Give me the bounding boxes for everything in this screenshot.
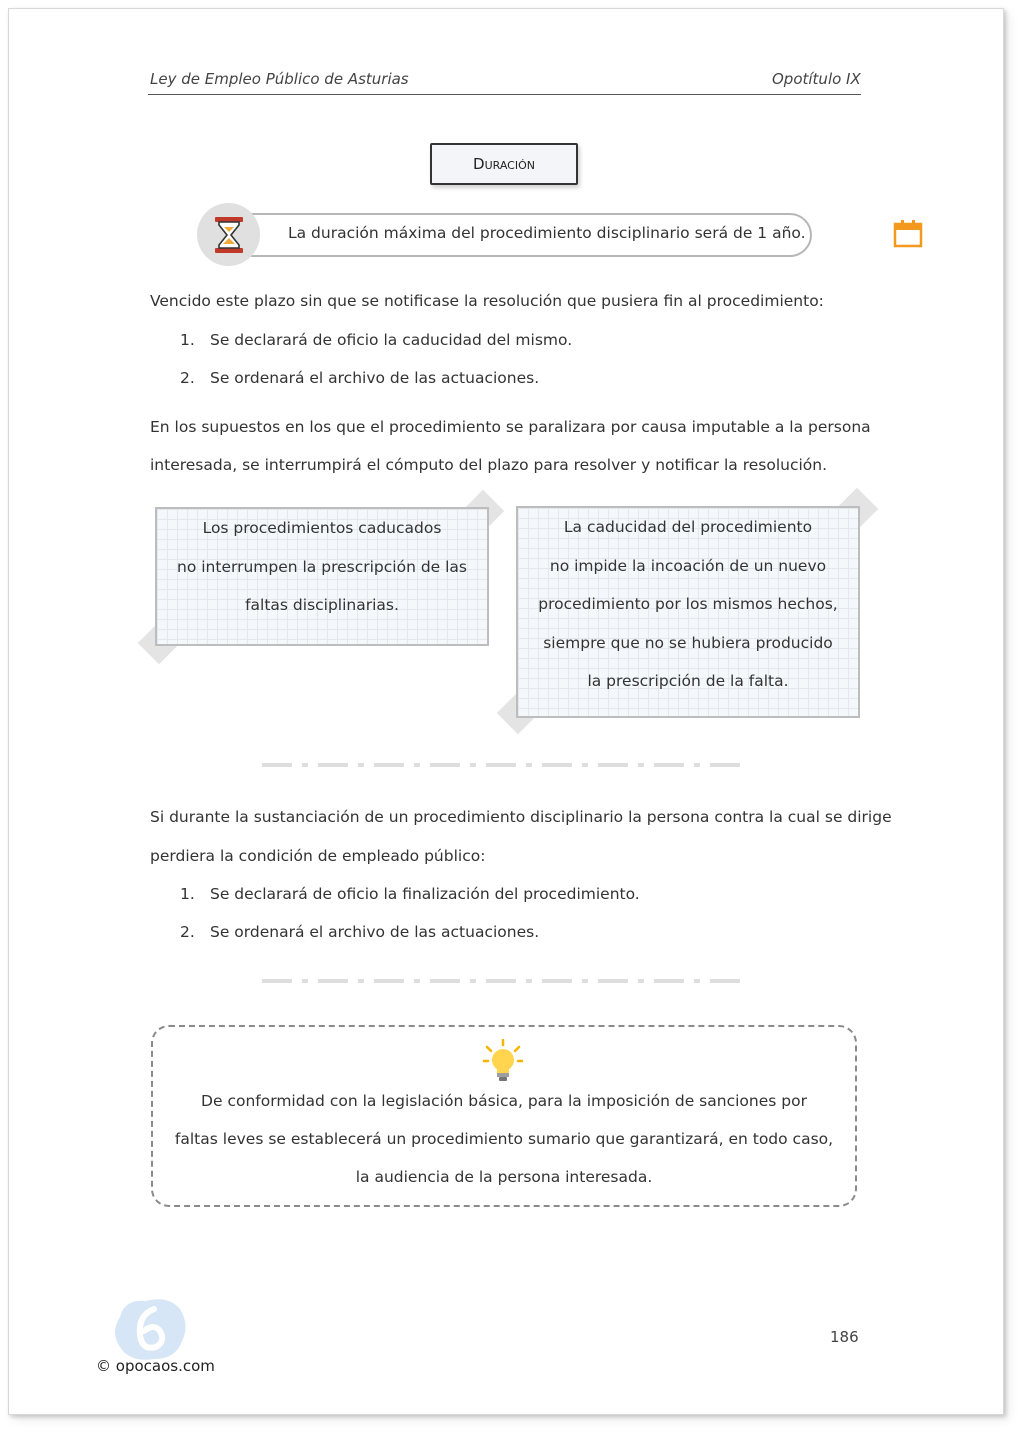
header-chapter: Opotítulo IX [772,70,861,88]
note-line: procedimiento por los mismos hechos, [538,595,838,613]
copyright-text: © opocaos.com [96,1357,215,1375]
list-item: Se ordenará el archivo de las actuaciones. [210,923,540,941]
paragraph-supuestos-line1: En los supuestos en los que el procedimiento se paralizara por causa imputable a la persona [150,418,871,436]
duration-callout-text: La duración máxima del procedimiento disciplinario será de 1 año. [288,224,806,242]
header-document-title: Ley de Empleo Público de Asturias [150,70,409,88]
note-line: faltas disciplinarias. [245,596,399,614]
paragraph-vencido: Vencido este plazo sin que se notificase la resolución que pusiera fin al procedimiento: [150,292,824,310]
list-item-number: 1. [180,885,195,903]
section-divider [262,977,744,985]
tip-line: De conformidad con la legislación básica, para la imposición de sanciones por [201,1092,807,1110]
note-line: Los procedimientos caducados [202,519,442,537]
section-title: Duración [430,143,578,185]
note-card-caducados [155,507,489,646]
hourglass-icon [197,203,260,266]
list-item: Se ordenará el archivo de las actuaciones. [210,369,540,387]
calendar-icon [893,219,923,253]
note-line: siempre que no se hubiera producido [543,633,833,652]
paragraph-supuestos-line2: interesada, se interrumpirá el cómputo del plazo para resolver y notificar la resolución. [150,456,828,474]
page-number: 186 [830,1328,859,1346]
list-item: Se declarará de oficio la caducidad del mismo. [210,331,573,349]
list-item-number: 2. [180,923,195,941]
tip-line: faltas leves se establecerá un procedimiento sumario que garantizará, en todo caso, [174,1130,834,1148]
list-item-number: 1. [180,331,195,349]
paragraph-sustanciacion-line1: Si durante la sustanciación de un procedimiento disciplinario la persona contra la cual se dirige [150,808,892,826]
list-item-number: 2. [180,369,195,387]
note-line: La caducidad del procedimiento [563,518,813,536]
duration-callout [212,213,812,257]
note-line: no interrumpen la prescripción de las [177,557,467,576]
note-line: no impide la incoación de un nuevo [549,556,827,575]
header-rule [148,94,861,95]
section-divider [262,761,744,769]
paragraph-sustanciacion-line2: perdiera la condición de empleado público: [150,847,486,865]
lightbulb-icon [483,1039,523,1087]
note-line: la prescripción de la falta. [587,672,789,690]
list-item: Se declarará de oficio la finalización del procedimiento. [210,885,640,903]
tip-line: la audiencia de la persona interesada. [355,1168,653,1186]
note-card-caducidad [516,506,860,718]
